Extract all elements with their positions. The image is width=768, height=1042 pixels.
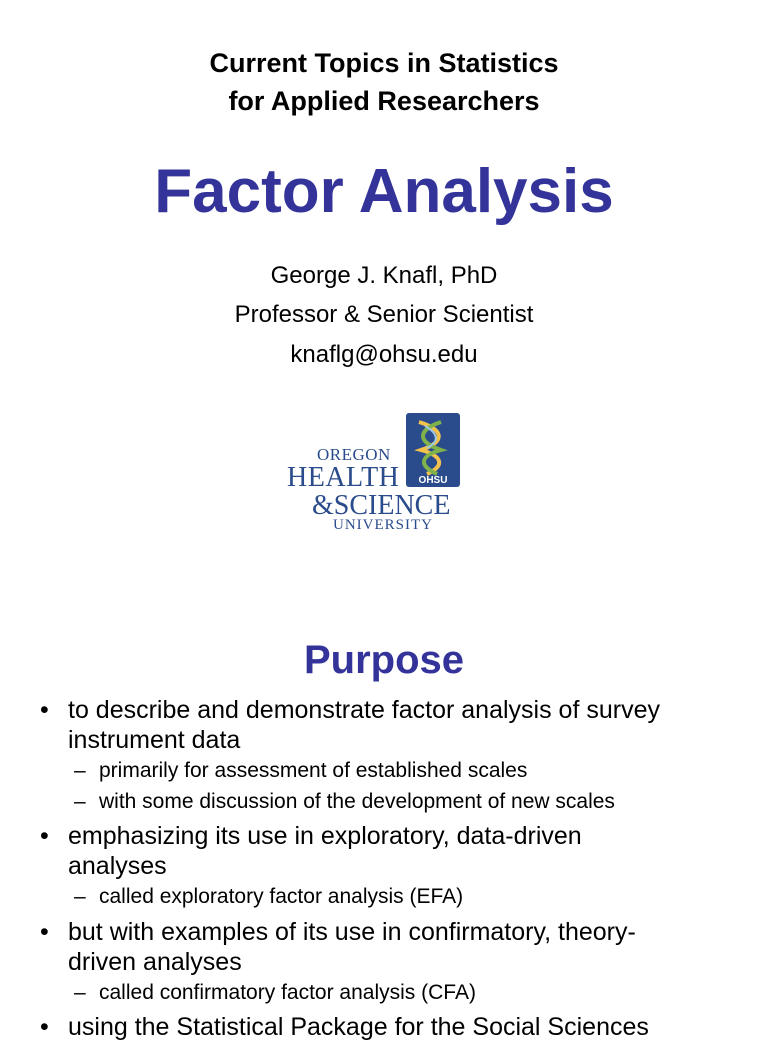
logo-text-university: UNIVERSITY (333, 517, 433, 533)
bullet-2-line-1: emphasizing its use in exploratory, data-driven (68, 822, 582, 850)
author-name: George J. Knafl, PhD (270, 262, 498, 289)
course-title-line-1: Current Topics in Statistics (209, 48, 559, 78)
bullet-marker: • (40, 1013, 49, 1041)
ohsu-emblem-icon (405, 412, 461, 488)
author-email: knaflg@ohsu.edu (290, 341, 478, 368)
bullet-marker: • (40, 822, 49, 850)
course-title-line-2: for Applied Researchers (228, 86, 540, 116)
author-position: Professor & Senior Scientist (234, 301, 534, 328)
sub-bullet-marker: – (74, 885, 86, 908)
sub-bullet-marker: – (74, 759, 86, 782)
sub-bullet-2-1: called exploratory factor analysis (EFA) (99, 885, 464, 908)
logo-text-health: HEALTH (287, 462, 400, 493)
bullet-1-line-2: instrument data (68, 726, 241, 754)
sub-bullet-3-1: called confirmatory factor analysis (CFA) (99, 981, 476, 1004)
sub-bullet-marker: – (74, 981, 86, 1004)
sub-bullet-1-1: primarily for assessment of established scales (99, 759, 528, 782)
bullet-marker: • (40, 918, 49, 946)
purpose-slide (0, 600, 768, 1041)
logo-text-oregon: OREGON (317, 445, 391, 464)
sub-bullet-marker: – (74, 790, 86, 813)
bullet-4-line-1: using the Statistical Package for the Social Sciences (68, 1013, 649, 1041)
sub-bullet-1-2: with some discussion of the development of new scales (99, 790, 615, 813)
bullet-3-line-1: but with examples of its use in confirmatory, theory- (68, 918, 636, 946)
ohsu-logo (287, 412, 463, 536)
slide-title: Purpose (303, 638, 465, 682)
bullet-marker: • (40, 696, 49, 724)
bullet-3-line-2: driven analyses (68, 948, 242, 976)
presentation-title: Factor Analysis (154, 157, 614, 226)
bullet-2-line-2: analyses (68, 852, 167, 880)
bullet-1-line-1: to describe and demonstrate factor analysis of survey (68, 696, 660, 724)
ohsu-badge-text: OHSU (418, 475, 448, 486)
logo-text-science: &SCIENCE (312, 490, 451, 521)
